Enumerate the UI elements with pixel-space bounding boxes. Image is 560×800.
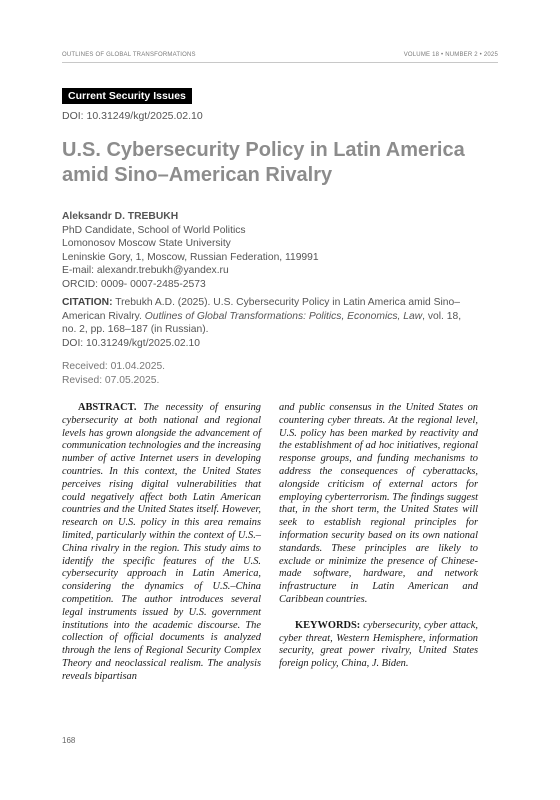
abstract-right-column (279, 402, 478, 671)
dates-block (62, 360, 165, 387)
abstract-left-column (62, 402, 261, 684)
article-title: U.S. Cybersecurity Policy in Latin America amid Sino–American Rivalry (62, 139, 465, 186)
abstract-text-right: and public consensus in the United States on countering cyber threats. At the regional level, U.S. policy has been marked by reactivity and the establishment of ad hoc initiatives, regional response groups, and funding mechanisms to address the consequences of cyberattacks, alongside criticism of external actors for employing cyberterrorism. The findings suggest that, in the short term, the United States will seek to establish regional principles for information security based on its own national standards. These principles are likely to exclude or minimize the presence of Chinese-made software, hardware, and network infrastructure in Latin American and Caribbean countries. (279, 402, 478, 605)
author-university: Lomonosov Moscow State University (62, 238, 231, 249)
abstract-text-left: The necessity of ensuring cybersecurity at both national and regional levels has grown alongside the advancement of communication technologies and the increasing number of active Internet users in developing countries. In this context, the United States perceives rising digital vulnerabilities that could negatively affect both Latin American countries and the United States itself. However, research on U.S. policy in this area remains limited, particularly within the context of U.S.–China rivalry in the region. This study aims to identify the specific features of the U.S. cybersecurity approach in Latin America, considering the dynamics of U.S.–China competition. The author introduces several legal instruments issued by U.S. government institutions into the academic discourse. The collection of official documents is analyzed through the lens of Regional Security Complex Theory and neoclassical realism. The analysis reveals bipartisan (62, 402, 261, 682)
page-number: 168 (62, 736, 76, 745)
doi: DOI: 10.31249/kgt/2025.02.10 (62, 110, 203, 122)
author-position: PhD Candidate, School of World Politics (62, 224, 246, 236)
citation-doi: DOI: 10.31249/kgt/2025.02.10 (62, 337, 200, 349)
citation-journal: Outlines of Global Transformations: Politics, Economics, Law (144, 310, 423, 322)
author-block (62, 210, 319, 291)
abstract-label: ABSTRACT. (78, 402, 137, 413)
keywords-block (279, 620, 478, 671)
keywords-text: cybersecurity, cyber attack, cyber threat, Western Hemisphere, information security, great power rivalry, United States foreign policy, China, J. Biden. (279, 619, 478, 670)
running-header (62, 52, 498, 63)
citation-block (62, 296, 472, 350)
keywords-label: KEYWORDS: (295, 619, 361, 631)
received-date: Received: 01.04.2025. (62, 361, 166, 372)
author-email: E-mail: alexandr.trebukh@yandex.ru (62, 265, 229, 276)
citation-text-after: , vol. 18, no. 2, pp. 168–187 (in Russian). (62, 310, 462, 335)
author-address: Leninskie Gory, 1, Moscow, Russian Federation, 119991 (62, 251, 319, 263)
citation-text: Trebukh A.D. (2025). U.S. Cybersecurity Policy in Latin America amid Sino–American Rivalry. (62, 297, 460, 322)
section-label: Current Security Issues (62, 88, 192, 104)
author-orcid: ORCID: 0009- 0007-2485-2573 (62, 278, 206, 290)
journal-name: OUTLINES OF GLOBAL TRANSFORMATIONS (62, 52, 196, 58)
author-name: Aleksandr D. TREBUKH (62, 211, 179, 222)
revised-date: Revised: 07.05.2025. (62, 374, 160, 386)
citation-label: CITATION: (62, 297, 113, 308)
issue-info: VOLUME 18 • NUMBER 2 • 2025 (403, 52, 498, 58)
